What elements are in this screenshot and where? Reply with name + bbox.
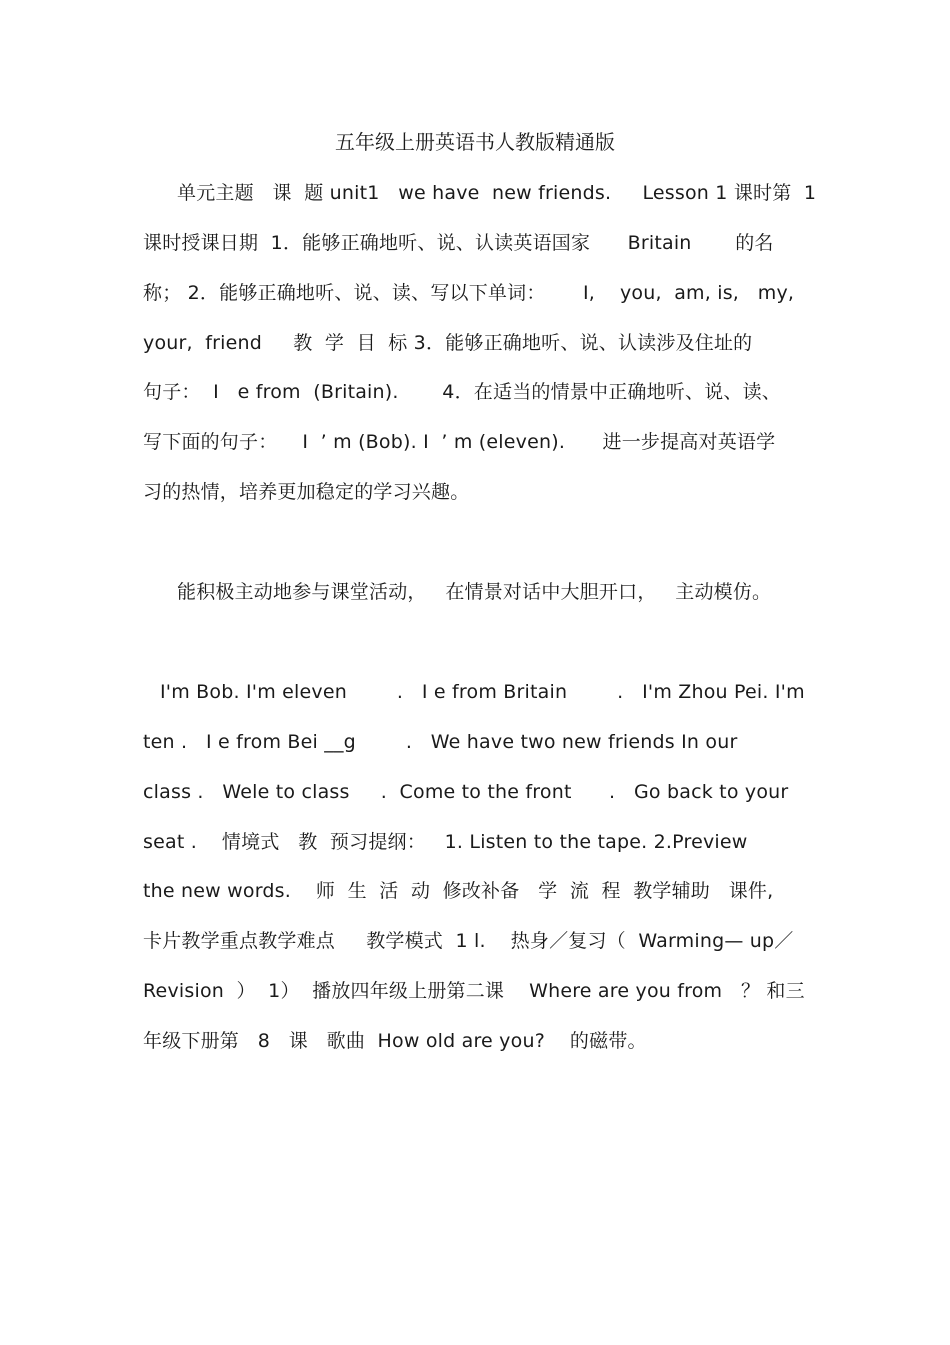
text-line: 写下面的句子： I ’ m (Bob). I ’ m (eleven). 进一步提高对英语学 (143, 431, 776, 453)
text-line: 习的热情，培养更加稳定的学习兴趣。 (143, 481, 470, 503)
text-line: ten . I e from Bei __g . We have two new friends In our (143, 731, 738, 753)
text-line: I'm Bob. I'm eleven . I e from Britain . I'm Zhou Pei. I'm (160, 681, 805, 703)
text-line: class . Wele to class . Come to the front . Go back to your (143, 781, 789, 803)
text-line: 课时授课日期 1．能够正确地听、说、认读英语国家 Britain 的名 (143, 232, 774, 254)
text-line: the new words. 师 生 活 动 修改补备 学 流 程 教学辅助 课件, (143, 880, 774, 902)
text-line: 能积极主动地参与课堂活动， 在情景对话中大胆开口， 主动模仿。 (177, 581, 772, 603)
text-line: 单元主题 课 题 unit1 we have new friends. Lesson 1 课时第 1 (177, 182, 817, 204)
text-line: 卡片教学重点教学难点 教学模式 1 l. 热身／复习（ Warming— up／ (143, 930, 794, 952)
text-line: 称； 2．能够正确地听、说、读、写以下单词： I, you, am, is, my, (143, 282, 795, 304)
document-title: 五年级上册英语书人教版精通版 (335, 130, 615, 154)
text-line: 年级下册第 8 课 歌曲 How old are you? 的磁带。 (143, 1030, 647, 1052)
text-line: Revision ） 1） 播放四年级上册第二课 Where are you from ？ 和三 (143, 980, 805, 1002)
text-line: your, friend 教 学 目 标 3．能够正确地听、说、认读涉及住址的 (143, 332, 753, 354)
text-line: 句子： I e from (Britain). 4．在适当的情景中正确地听、说、读、 (143, 381, 781, 403)
text-line: seat . 情境式 教 预习提纲： 1. Listen to the tape. 2.Preview (143, 831, 748, 853)
